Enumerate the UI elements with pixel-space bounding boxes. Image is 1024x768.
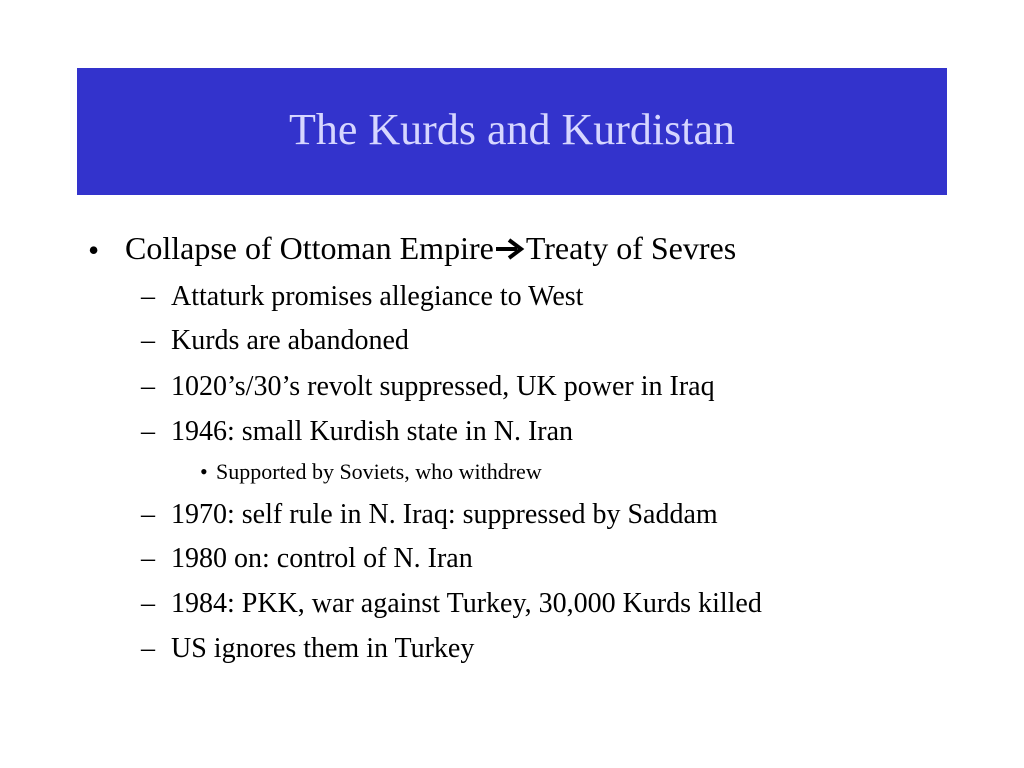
sub-bullet-1946: 1946: small Kurdish state in N. Iran [171, 416, 574, 447]
bullet-item-ottoman-collapse [125, 232, 736, 266]
arrow-right-icon [495, 238, 525, 260]
dash-marker: – [141, 371, 155, 402]
sub-bullet-us-ignores: US ignores them in Turkey [171, 633, 475, 664]
sub-bullet-attaturk: Attaturk promises allegiance to West [171, 281, 584, 312]
sub-bullet-revolt: 1020’s/30’s revolt suppressed, UK power in Iraq [171, 371, 715, 402]
bullet-marker: • [200, 459, 208, 484]
title-banner [77, 68, 947, 195]
sub-bullet-1970: 1970: self rule in N. Iraq: suppressed by Saddam [171, 499, 718, 530]
slide-title: The Kurds and Kurdistan [288, 104, 735, 154]
bullet-text-start: Collapse of Ottoman Empire [125, 230, 494, 266]
dash-marker: – [141, 281, 155, 312]
dash-marker: – [141, 325, 155, 356]
sub-bullet-1980: 1980 on: control of N. Iran [171, 543, 473, 574]
bullet-text-end: Treaty of Sevres [525, 230, 737, 266]
sub-bullet-abandoned: Kurds are abandoned [171, 325, 409, 356]
dash-marker: – [141, 633, 155, 664]
sub-sub-bullet-soviets: Supported by Soviets, who withdrew [216, 459, 542, 484]
bullet-marker: • [88, 232, 100, 268]
dash-marker: – [141, 543, 155, 574]
dash-marker: – [141, 416, 155, 447]
sub-bullet-1984: 1984: PKK, war against Turkey, 30,000 Kurds killed [171, 588, 762, 619]
dash-marker: – [141, 588, 155, 619]
dash-marker: – [141, 499, 155, 530]
